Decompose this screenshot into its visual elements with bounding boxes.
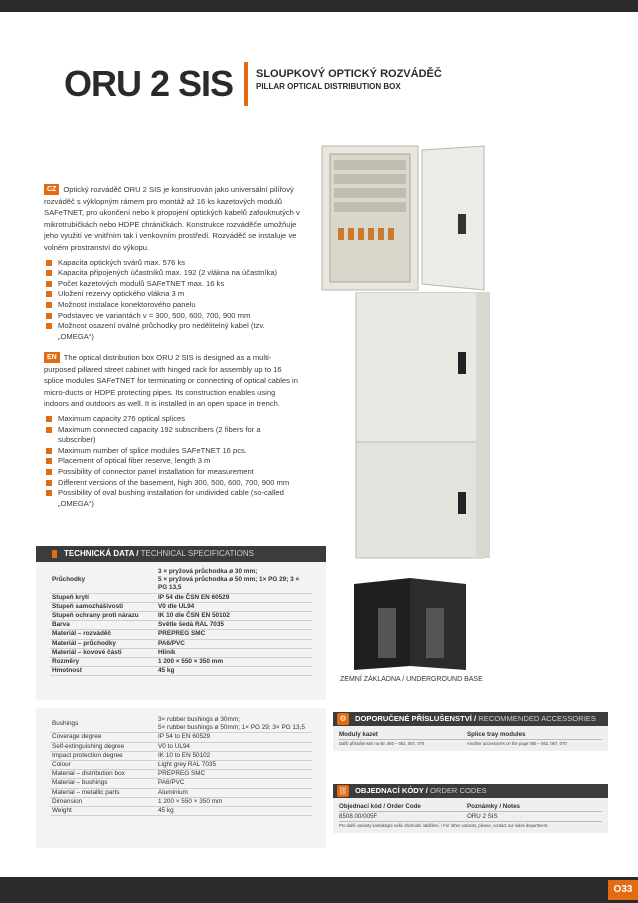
accessories-body bbox=[333, 726, 608, 751]
table-row: Weight 45 kg bbox=[50, 807, 312, 816]
list-item: Different versions of the basement, high 300, 500, 600, 700, 900 mm bbox=[44, 478, 300, 489]
table-row: Materiál – rozváděč PREPREG SMC bbox=[50, 630, 312, 639]
list-item: Maximum capacity 276 optical splices bbox=[44, 414, 300, 425]
heading-marker-icon bbox=[52, 550, 57, 558]
barcode-icon: ||| bbox=[337, 785, 349, 797]
table-row: Dimension 1 200 × 550 × 350 mm bbox=[50, 797, 312, 806]
cz-section bbox=[44, 184, 300, 342]
list-item: Kapacita připojených účastníků max. 192 (2 vlákna na účastníka) bbox=[44, 268, 300, 279]
underground-base-photo bbox=[340, 578, 480, 670]
list-item: Placement of optical fiber reserve, length 3 m bbox=[44, 456, 300, 467]
subtitle-en: PILLAR OPTICAL DISTRIBUTION BOX bbox=[256, 82, 401, 91]
table-row: Materiál – kovové části Hliník bbox=[50, 648, 312, 657]
accessories-box bbox=[333, 712, 608, 751]
accessories-note-row: Další příslušenství na str. 060 – 062, 067, 070 Another accessories on the page 060 – 062, 067, 070 bbox=[339, 741, 567, 746]
list-item: Možnost osazení oválné průchodky pro nedělitelný kabel (tzv. „OMEGA“) bbox=[44, 321, 300, 342]
specs-en-table bbox=[50, 716, 312, 816]
table-row: Stupeň ochrany proti nárazu IK 10 dle ČSN EN 50102 bbox=[50, 612, 312, 621]
table-row: 8508.00/005F ORU 2 SIS bbox=[339, 812, 602, 822]
list-item: Possibility of oval bushing installation for undivided cable (so-called „OMEGA“) bbox=[44, 488, 300, 509]
order-header-row: Objednací kód / Order Code Poznámky / Notes bbox=[339, 802, 602, 812]
table-row: Rozměry 1 200 × 550 × 350 mm bbox=[50, 658, 312, 667]
title-divider bbox=[244, 62, 248, 106]
table-row: Průchodky 3 × pryžová průchodka ø 30 mm; 5 × pryžová průchodka ø 50 mm; 1× PG 29; 3 × PG 13,5 bbox=[50, 568, 312, 593]
specs-cz-box bbox=[36, 546, 326, 700]
en-bullet-list bbox=[44, 414, 300, 509]
product-title: ORU 2 SIS bbox=[64, 63, 234, 104]
list-item: Kapacita optických svárů max. 576 ks bbox=[44, 258, 300, 269]
order-body bbox=[333, 798, 608, 833]
table-row: Hmotnost 45 kg bbox=[50, 667, 312, 676]
base-caption: ZEMNÍ ZÁKLADNA / UNDERGROUND BASE bbox=[340, 676, 483, 683]
subtitle-cz: SLOUPKOVÝ OPTICKÝ ROZVÁDĚČ bbox=[256, 68, 442, 80]
cabinet-open-photo bbox=[318, 144, 488, 292]
table-row: Material – distribution box PREPREG SMC bbox=[50, 770, 312, 779]
list-item: Possibility of connector panel installation for measurement bbox=[44, 467, 300, 478]
list-item: Podstavec ve variantách v = 300, 500, 600, 700, 900 mm bbox=[44, 311, 300, 322]
specs-cz-table bbox=[50, 568, 312, 676]
order-box bbox=[333, 784, 608, 833]
accessories-row: Moduly kazet Splice tray modules bbox=[339, 730, 602, 740]
table-row: Colour Light grey RAL 7035 bbox=[50, 761, 312, 770]
list-item: Maximum connected capacity 192 subscribers (2 fibers for a subscriber) bbox=[44, 425, 300, 446]
table-row: Material – metallic parts Aluminium bbox=[50, 788, 312, 797]
top-bar bbox=[0, 0, 638, 12]
cabinet-closed-photo bbox=[346, 292, 496, 564]
bottom-bar bbox=[0, 877, 638, 903]
specs-en-box bbox=[36, 708, 326, 848]
list-item: Maximum number of splice modules SAFeTNET 16 pcs. bbox=[44, 446, 300, 457]
page-number: O33 bbox=[608, 880, 638, 900]
order-footnote: Pro další varianty kontaktujte naše obchodní oddělení. / For other variants, please, contact our sales department. bbox=[339, 823, 549, 828]
table-row: Material – bushings PA6/PVC bbox=[50, 779, 312, 788]
cz-intro-text: Optický rozváděč ORU 2 SIS je konstruován jako universální pilířový rozváděč s výklopným rámem pro montáž až 16 ks kazetových modulů SAFeTNET, pro ukončení nebo k propojení optických kabelů zafouknutých v mikrotrubičkách nebo HDPE chráničkách. Konstrukce rozváděče umožňuje jeho využití ve vnitřním tak i venkovním prostředí. Rozváděč se instaluje ve volném prostranství do výkopu. bbox=[44, 185, 300, 252]
list-item: Možnost instalace konektorového panelu bbox=[44, 300, 300, 311]
table-row: Materiál – průchodky PA6/PVC bbox=[50, 639, 312, 648]
cz-bullet-list bbox=[44, 258, 300, 343]
gear-icon: ⚙ bbox=[337, 713, 349, 725]
table-row: Self-extinguishing degree V0 to UL94 bbox=[50, 742, 312, 751]
en-badge: EN bbox=[44, 352, 60, 363]
cz-badge: CZ bbox=[44, 184, 59, 195]
table-row: Stupeň krytí IP 54 dle ČSN EN 60529 bbox=[50, 593, 312, 602]
table-row: Barva Světle šedá RAL 7035 bbox=[50, 621, 312, 630]
specs-heading: TECHNICKÁ DATA / TECHNICAL SPECIFICATIONS bbox=[36, 546, 326, 562]
table-row: Coverage degree IP 54 to EN 60529 bbox=[50, 733, 312, 742]
en-intro-text: The optical distribution box ORU 2 SIS is designed as a multi-purposed pillared street cabinet with hinged rack for assembly up to 16 splice modules SAFeTNET for terminating or connecting of optical cables in micro-ducts or HDPE protecting pipes. Its construction enables using indoors and outdoors as well. It is installed in an open space in trench. bbox=[44, 353, 298, 409]
en-section bbox=[44, 352, 300, 509]
en-intro bbox=[44, 352, 300, 410]
accessories-heading: ⚙ DOPORUČENÉ PŘÍSLUŠENSTVÍ / RECOMMENDED ACCESSORIES bbox=[333, 712, 608, 726]
table-row: Impact protection degree IK 10 to EN 50102 bbox=[50, 751, 312, 760]
table-row: Bushings 3× rubber bushings ø 30mm; 5× rubber bushings ø 50mm; 1× PG 29; 3× PG 13,5 bbox=[50, 716, 312, 733]
cz-intro bbox=[44, 184, 300, 254]
table-row: Stupeň samozhášivosti V0 dle UL94 bbox=[50, 602, 312, 611]
order-heading: ||| OBJEDNACÍ KÓDY / ORDER CODES bbox=[333, 784, 608, 798]
list-item: Počet kazetových modulů SAFeTNET max. 16 ks bbox=[44, 279, 300, 290]
list-item: Uložení rezervy optického vlákna 3 m bbox=[44, 289, 300, 300]
